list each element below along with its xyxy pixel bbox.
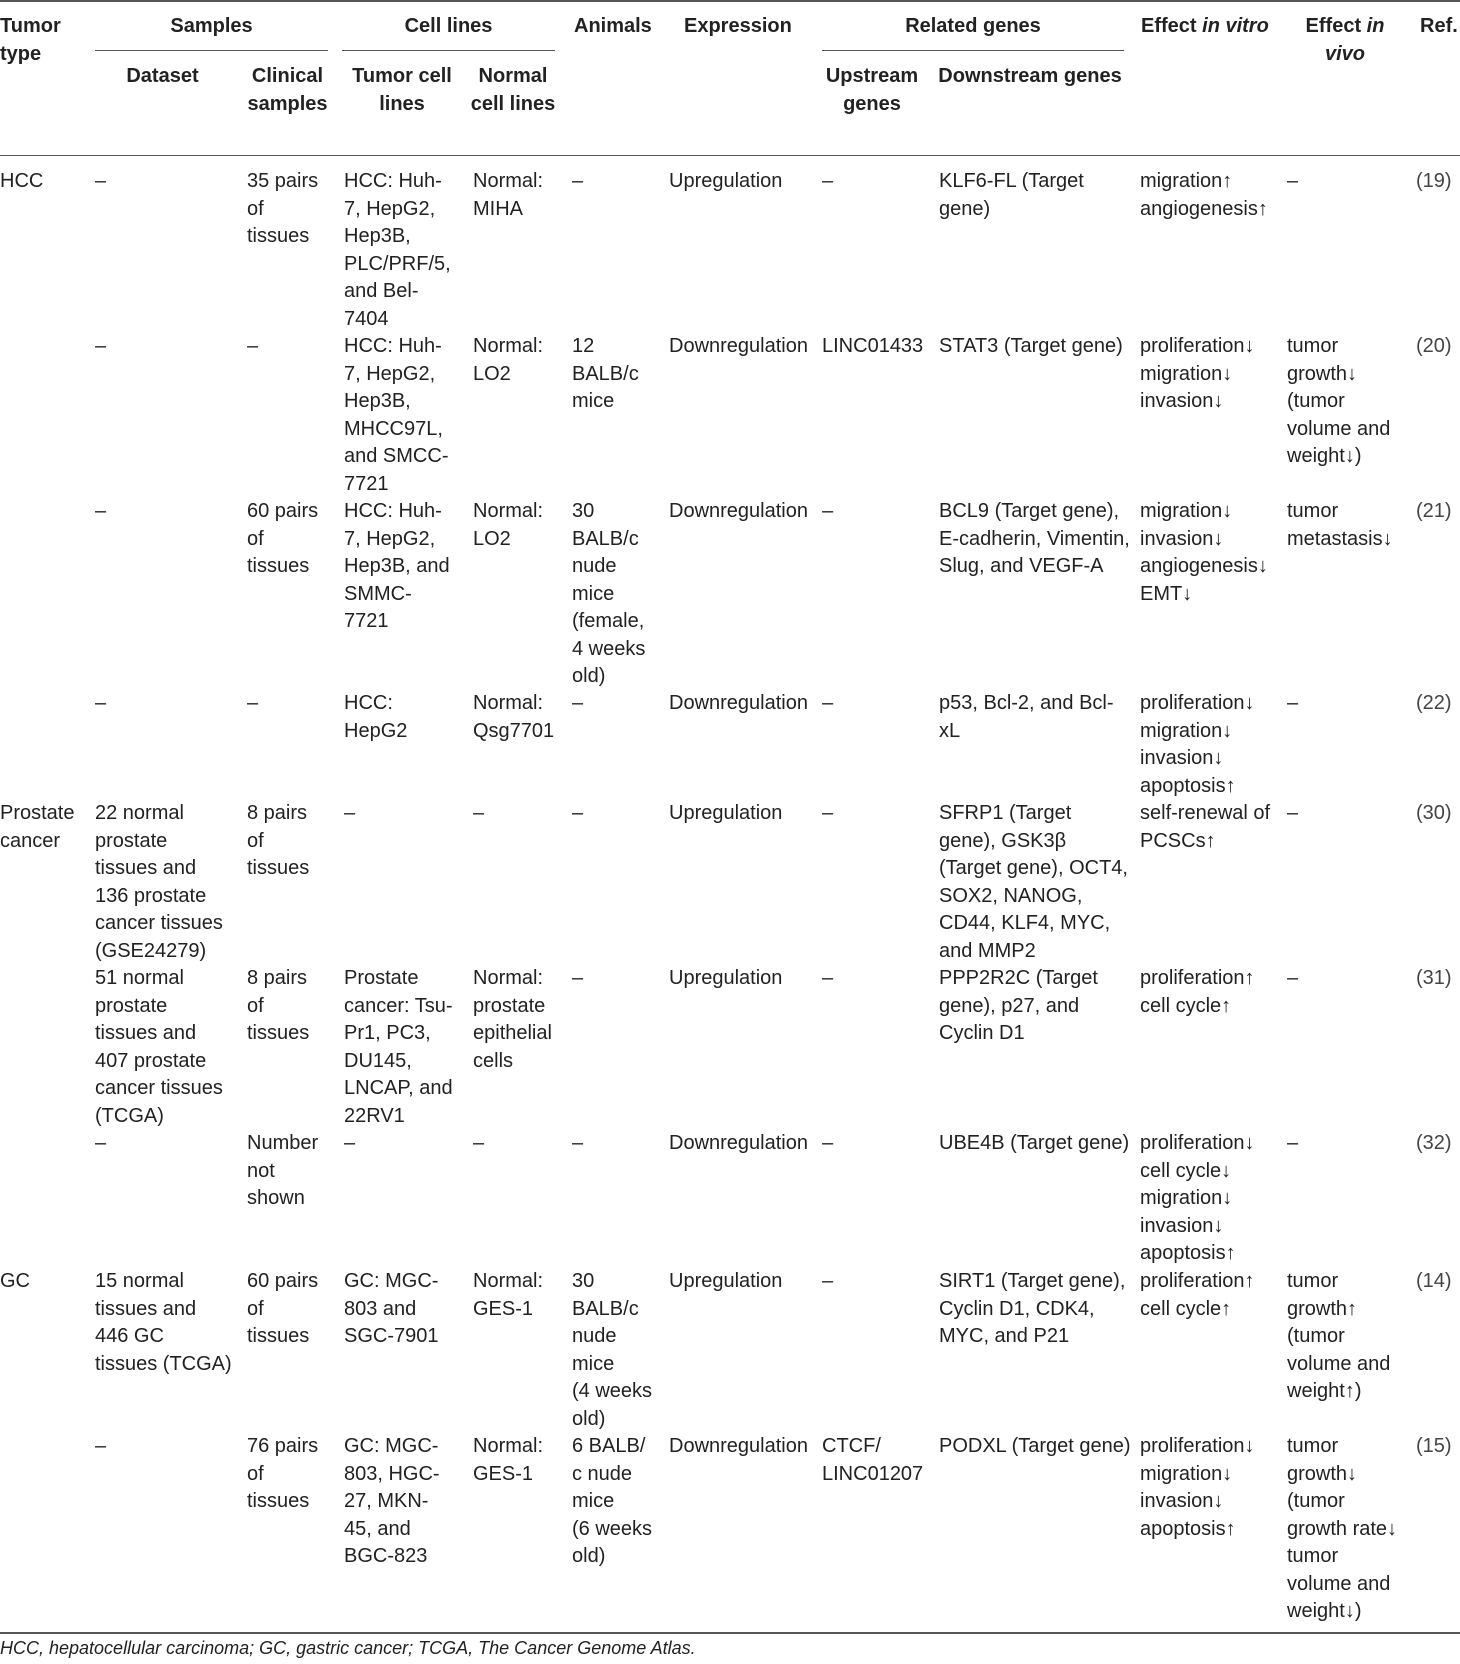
cell-upstream-genes: – — [822, 802, 834, 824]
header-bottom-rule — [0, 155, 1460, 156]
header-cell-lines: Cell lines — [404, 15, 493, 37]
cell-downstream-genes: PPP2R2C (Target gene), p27, and Cyclin D1 — [939, 967, 1098, 1044]
cell-ref: (20) — [1416, 335, 1452, 357]
cell-normal-cell-lines: Normal: prostate epithelial cells — [473, 967, 552, 1072]
cell-dataset: – — [95, 1435, 107, 1457]
cell-dataset: 51 normal prostate tissues and 407 prostate cancer tissues (TCGA) — [95, 967, 223, 1127]
cell-clinical-samples: Number not shown — [247, 1132, 319, 1209]
cell-effect-in-vitro: proliferation↓ cell cycle↓ migration↓ invasion↓ apoptosis↑ — [1140, 1132, 1255, 1264]
cell-tumor-type: Prostate cancer — [0, 802, 75, 852]
cell-ref: (31) — [1416, 967, 1452, 989]
cell-ref: (22) — [1416, 692, 1452, 714]
cell-normal-cell-lines: – — [473, 802, 485, 824]
cell-ref: (15) — [1416, 1435, 1452, 1457]
cell-effect-in-vivo: – — [1287, 967, 1299, 989]
cell-effect-in-vitro: proliferation↓ migration↓ invasion↓ apoptosis↑ — [1140, 692, 1255, 797]
cell-normal-cell-lines: Normal: LO2 — [473, 335, 544, 385]
cell-upstream-genes: – — [822, 170, 834, 192]
header-normal-cell-lines: Normal cell lines — [470, 65, 556, 115]
cell-expression: Upregulation — [669, 802, 783, 824]
cell-ref: (21) — [1416, 500, 1452, 522]
cell-normal-cell-lines: Normal: GES-1 — [473, 1270, 544, 1320]
cell-normal-cell-lines: Normal: Qsg7701 — [473, 692, 555, 742]
cell-effect-in-vivo: – — [1287, 802, 1299, 824]
table-footnote: HCC, hepatocellular carcinoma; GC, gastric cancer; TCGA, The Cancer Genome Atlas. — [0, 1638, 696, 1658]
cell-normal-cell-lines: Normal: GES-1 — [473, 1435, 544, 1485]
cell-clinical-samples: 60 pairs of tissues — [247, 500, 319, 577]
cell-dataset: – — [95, 1132, 107, 1154]
cell-effect-in-vivo: – — [1287, 692, 1299, 714]
samples-subrule — [95, 50, 328, 51]
header-dataset: Dataset — [126, 65, 199, 87]
cell-expression: Upregulation — [669, 1270, 783, 1292]
cell-tumor-cell-lines: GC: MGC- 803, HGC- 27, MKN- 45, and BGC-823 — [344, 1435, 440, 1567]
cell-animals: 30 BALB/c nude mice (4 weeks old) — [572, 1270, 653, 1430]
cell-clinical-samples: – — [247, 335, 259, 357]
cell-effect-in-vitro: self-renewal of PCSCs↑ — [1140, 802, 1271, 852]
cell-clinical-samples: 8 pairs of tissues — [247, 967, 310, 1044]
cell-upstream-genes: – — [822, 1270, 834, 1292]
cell-dataset: – — [95, 170, 107, 192]
cell-effect-in-vivo: – — [1287, 170, 1299, 192]
cell-downstream-genes: SFRP1 (Target gene), GSK3β (Target gene), OCT4, SOX2, NANOG, CD44, KLF4, MYC, and MMP2 — [939, 802, 1128, 962]
cell-animals: 30 BALB/c nude mice (female, 4 weeks old) — [572, 500, 646, 687]
cell-ref: (32) — [1416, 1132, 1452, 1154]
header-tumor-type: Tumor type — [0, 15, 61, 65]
cell-dataset: – — [95, 335, 107, 357]
cell-ref: (30) — [1416, 802, 1452, 824]
cell-downstream-genes: SIRT1 (Target gene), Cyclin D1, CDK4, MYC, and P21 — [939, 1270, 1126, 1347]
cell-expression: Upregulation — [669, 967, 783, 989]
cell-expression: Downregulation — [669, 1132, 808, 1154]
cell-tumor-cell-lines: – — [344, 1132, 356, 1154]
cell-upstream-genes: CTCF/ LINC01207 — [822, 1435, 924, 1485]
cell-clinical-samples: 8 pairs of tissues — [247, 802, 310, 879]
cell-tumor-cell-lines: HCC: Huh- 7, HepG2, Hep3B, PLC/PRF/5, and Bel- 7404 — [344, 170, 451, 330]
cell-dataset: – — [95, 500, 107, 522]
cell-upstream-genes: – — [822, 692, 834, 714]
cell-upstream-genes: LINC01433 — [822, 335, 924, 357]
cell-animals: – — [572, 692, 584, 714]
cell-effect-in-vivo: tumor growth↓ (tumor volume and weight↓) — [1287, 335, 1391, 467]
cell-effect-in-vivo: tumor metastasis↓ — [1287, 500, 1393, 550]
header-effect-in-vitro-prefix: Effect — [1141, 15, 1197, 37]
cell-animals: – — [572, 967, 584, 989]
header-upstream-genes: Upstream genes — [825, 65, 919, 115]
header-animals: Animals — [574, 15, 652, 37]
cell-normal-cell-lines: – — [473, 1132, 485, 1154]
cell-lines-subrule — [342, 50, 555, 51]
cell-expression: Upregulation — [669, 170, 783, 192]
cell-dataset: – — [95, 692, 107, 714]
header-downstream-genes: Downstream genes — [938, 65, 1122, 87]
cell-downstream-genes: UBE4B (Target gene) — [939, 1132, 1130, 1154]
cell-effect-in-vitro: proliferation↑ cell cycle↑ — [1140, 967, 1255, 1017]
cell-upstream-genes: – — [822, 967, 834, 989]
header-tumor-cell-lines: Tumor cell lines — [352, 65, 452, 115]
cell-tumor-cell-lines: GC: MGC- 803 and SGC-7901 — [344, 1270, 439, 1347]
cell-clinical-samples: 60 pairs of tissues — [247, 1270, 319, 1347]
cell-downstream-genes: p53, Bcl-2, and Bcl- xL — [939, 692, 1114, 742]
cell-effect-in-vitro: proliferation↓ migration↓ invasion↓ apoptosis↑ — [1140, 1435, 1255, 1540]
cell-expression: Downregulation — [669, 500, 808, 522]
header-effect-in-vivo-prefix: Effect — [1305, 15, 1362, 37]
cell-effect-in-vivo: – — [1287, 1132, 1299, 1154]
cell-animals: – — [572, 170, 584, 192]
cell-tumor-type: GC — [0, 1270, 30, 1292]
header-clinical-samples: Clinical samples — [247, 65, 328, 115]
bottom-rule — [0, 1632, 1460, 1634]
cell-animals: – — [572, 802, 584, 824]
related-genes-subrule — [822, 50, 1124, 51]
header-effect-in-vivo-italic: in vivo — [1324, 15, 1385, 65]
header-effect-in-vivo — [1300, 12, 1390, 68]
cell-downstream-genes: STAT3 (Target gene) — [939, 335, 1123, 357]
cell-upstream-genes: – — [822, 1132, 834, 1154]
cell-clinical-samples: – — [247, 692, 259, 714]
cell-clinical-samples: 76 pairs of tissues — [247, 1435, 319, 1512]
cell-effect-in-vitro: migration↓ invasion↓ angiogenesis↓ EMT↓ — [1140, 500, 1268, 605]
cell-tumor-cell-lines: Prostate cancer: Tsu- Pr1, PC3, DU145, LNCAP, and 22RV1 — [344, 967, 453, 1127]
cell-animals: – — [572, 1132, 584, 1154]
cell-expression: Downregulation — [669, 335, 808, 357]
cell-tumor-cell-lines: – — [344, 802, 356, 824]
top-rule — [0, 0, 1460, 2]
cell-effect-in-vitro: migration↑ angiogenesis↑ — [1140, 170, 1268, 220]
cell-downstream-genes: BCL9 (Target gene), E-cadherin, Vimentin, Slug, and VEGF-A — [939, 500, 1130, 577]
cell-effect-in-vitro: proliferation↑ cell cycle↑ — [1140, 1270, 1255, 1320]
header-effect-in-vitro-italic: in vitro — [1202, 15, 1269, 37]
header-samples: Samples — [170, 15, 253, 37]
cell-expression: Downregulation — [669, 692, 808, 714]
cell-normal-cell-lines: Normal: MIHA — [473, 170, 544, 220]
cell-effect-in-vivo: tumor growth↓ (tumor growth rate↓ tumor volume and weight↓) — [1287, 1435, 1398, 1622]
header-expression: Expression — [684, 15, 792, 37]
cell-effect-in-vivo: tumor growth↑ (tumor volume and weight↑) — [1287, 1270, 1391, 1402]
cell-clinical-samples: 35 pairs of tissues — [247, 170, 319, 247]
cell-tumor-type: HCC — [0, 170, 44, 192]
cell-animals: 6 BALB/ c nude mice (6 weeks old) — [572, 1435, 653, 1567]
cell-tumor-cell-lines: HCC: Huh- 7, HepG2, Hep3B, MHCC97L, and SMCC- 7721 — [344, 335, 449, 495]
cell-ref: (14) — [1416, 1270, 1452, 1292]
cell-downstream-genes: PODXL (Target gene) — [939, 1435, 1131, 1457]
cell-normal-cell-lines: Normal: LO2 — [473, 500, 544, 550]
header-effect-in-vitro — [1141, 12, 1301, 40]
cell-tumor-cell-lines: HCC: HepG2 — [344, 692, 408, 742]
cell-tumor-cell-lines: HCC: Huh- 7, HepG2, Hep3B, and SMMC- 7721 — [344, 500, 450, 632]
cell-dataset: 22 normal prostate tissues and 136 prostate cancer tissues (GSE24279) — [95, 802, 223, 962]
header-ref: Ref. — [1420, 15, 1458, 37]
cell-expression: Downregulation — [669, 1435, 808, 1457]
cell-effect-in-vitro: proliferation↓ migration↓ invasion↓ — [1140, 335, 1255, 412]
cell-dataset: 15 normal tissues and 446 GC tissues (TCGA) — [95, 1270, 232, 1375]
cell-animals: 12 BALB/c mice — [572, 335, 639, 412]
cell-downstream-genes: KLF6-FL (Target gene) — [939, 170, 1084, 220]
header-related-genes: Related genes — [905, 15, 1041, 37]
cell-upstream-genes: – — [822, 500, 834, 522]
cell-ref: (19) — [1416, 170, 1452, 192]
